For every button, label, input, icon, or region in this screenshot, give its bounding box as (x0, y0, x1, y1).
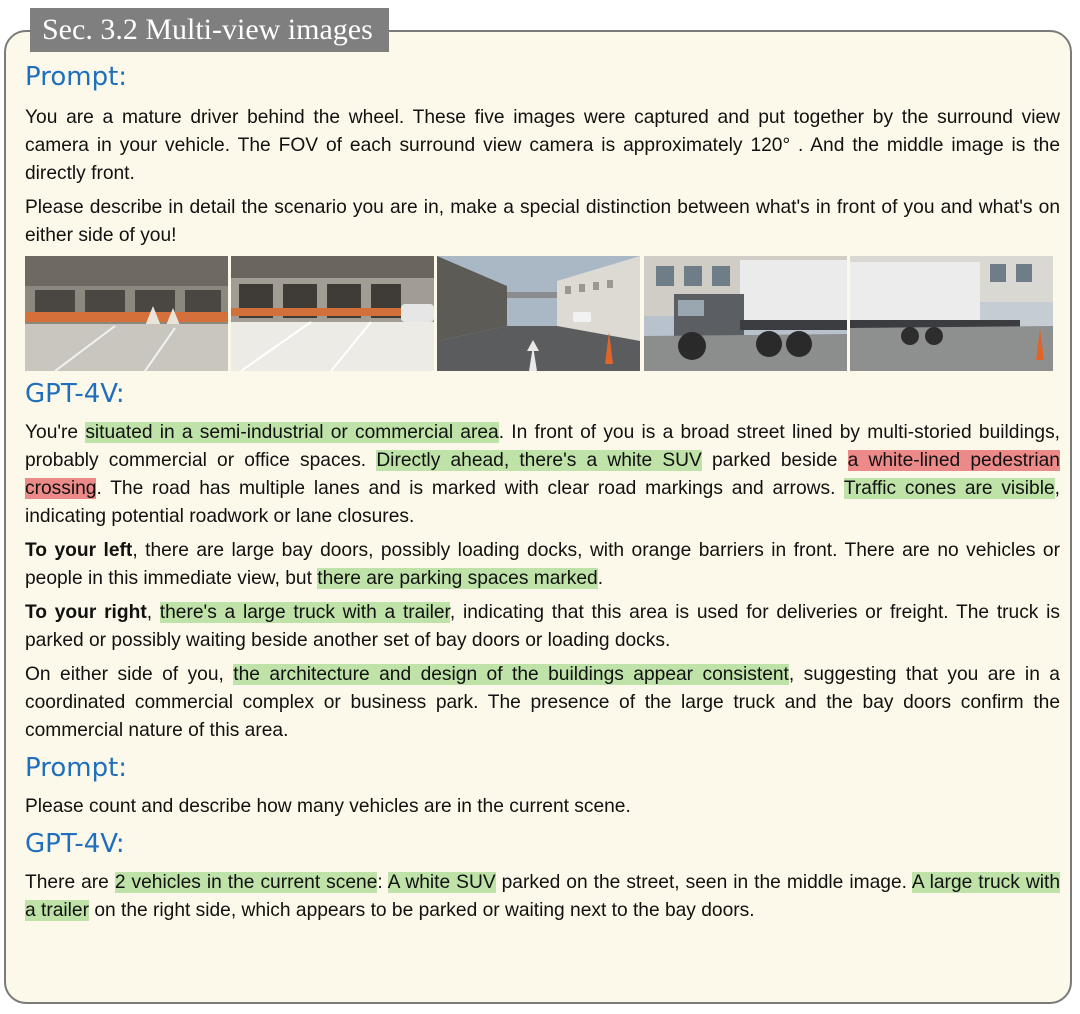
text-run: . In front of you is a broad street lined by multi-storied buildings, probably commercial or office spaces. (25, 422, 1061, 471)
highlight-correct: A large truck with a trailer (25, 872, 1060, 921)
text-run: There are (25, 872, 115, 893)
content (25, 60, 1060, 931)
text-run: , indicating that this area is used for deliveries or freight. The truck is parked or possibly waiting beside another set of bay doors or loading docks. (25, 602, 1060, 651)
text-run: , suggesting that you are in a coordinated commercial complex or business park. The presence of the large truck and the bay doors confirm the commercial nature of this area. (25, 664, 1060, 741)
camera-image-2 (231, 256, 434, 371)
answer-heading-1: GPT-4V: (25, 379, 125, 409)
text-run: On either side of you, (25, 664, 234, 685)
surround-view-image-strip (25, 256, 1053, 371)
answer-paragraph-4 (25, 661, 1060, 745)
text-run: . The road has multiple lanes and is marked with clear road markings and arrows. (96, 478, 844, 499)
camera-image-4 (644, 256, 847, 371)
answer-paragraph-1 (25, 419, 1060, 531)
answer-paragraph-2 (25, 537, 1060, 593)
highlight-correct: Directly ahead, there's a white SUV (376, 450, 702, 471)
camera-image-1 (25, 256, 228, 371)
answer-heading-2: GPT-4V: (25, 829, 125, 859)
text-run: , there are large bay doors, possibly loading docks, with orange barriers in front. There are no vehicles or people in this immediate view, but (25, 540, 1060, 589)
prompt-heading-1: Prompt: (25, 62, 128, 92)
text-run: , indicating potential roadwork or lane closures. (25, 478, 1060, 527)
text-run: . (597, 568, 604, 589)
bold-run: To your right (25, 602, 147, 623)
text-run: , (146, 602, 160, 623)
highlight-correct: A white SUV (387, 872, 496, 893)
camera-image-3 (437, 256, 640, 371)
answer-paragraph-5 (25, 869, 1060, 925)
camera-image-5 (850, 256, 1053, 371)
text-run: : (377, 872, 388, 893)
highlight-correct: the architecture and design of the buildings appear consistent (233, 664, 789, 685)
prompt-paragraph-1: You are a mature driver behind the wheel. These five images were captured and put together by the surround view camera in your vehicle. The FOV of each surround view camera is approximately 120° . And the middle image is the directly front. (25, 107, 1060, 184)
highlight-incorrect: a white-lined pedestrian crossing (25, 450, 1060, 499)
highlight-correct: 2 vehicles in the current scene (114, 872, 378, 893)
section-tag: Sec. 3.2 Multi-view images (30, 8, 389, 52)
highlight-correct: there's a large truck with a trailer (159, 602, 450, 623)
highlight-correct: there are parking spaces marked (317, 568, 598, 589)
text-run: on the right side, which appears to be parked or waiting next to the bay doors. (88, 900, 755, 921)
text-run: parked beside (701, 450, 848, 471)
prompt-paragraph-2: Please describe in detail the scenario you are in, make a special distinction between what's in front of you and what's on either side of you! (25, 197, 1060, 246)
bold-run: To your left (25, 540, 133, 561)
prompt-paragraph-3: Please count and describe how many vehicles are in the current scene. (25, 796, 631, 817)
text-run: You're (25, 422, 86, 443)
text-run: parked on the street, seen in the middle image. (495, 872, 912, 893)
prompt-heading-2: Prompt: (25, 753, 128, 783)
highlight-correct: situated in a semi-industrial or commercial area (85, 422, 499, 443)
highlight-correct: Traffic cones are visible (843, 478, 1055, 499)
answer-paragraph-3 (25, 599, 1060, 655)
